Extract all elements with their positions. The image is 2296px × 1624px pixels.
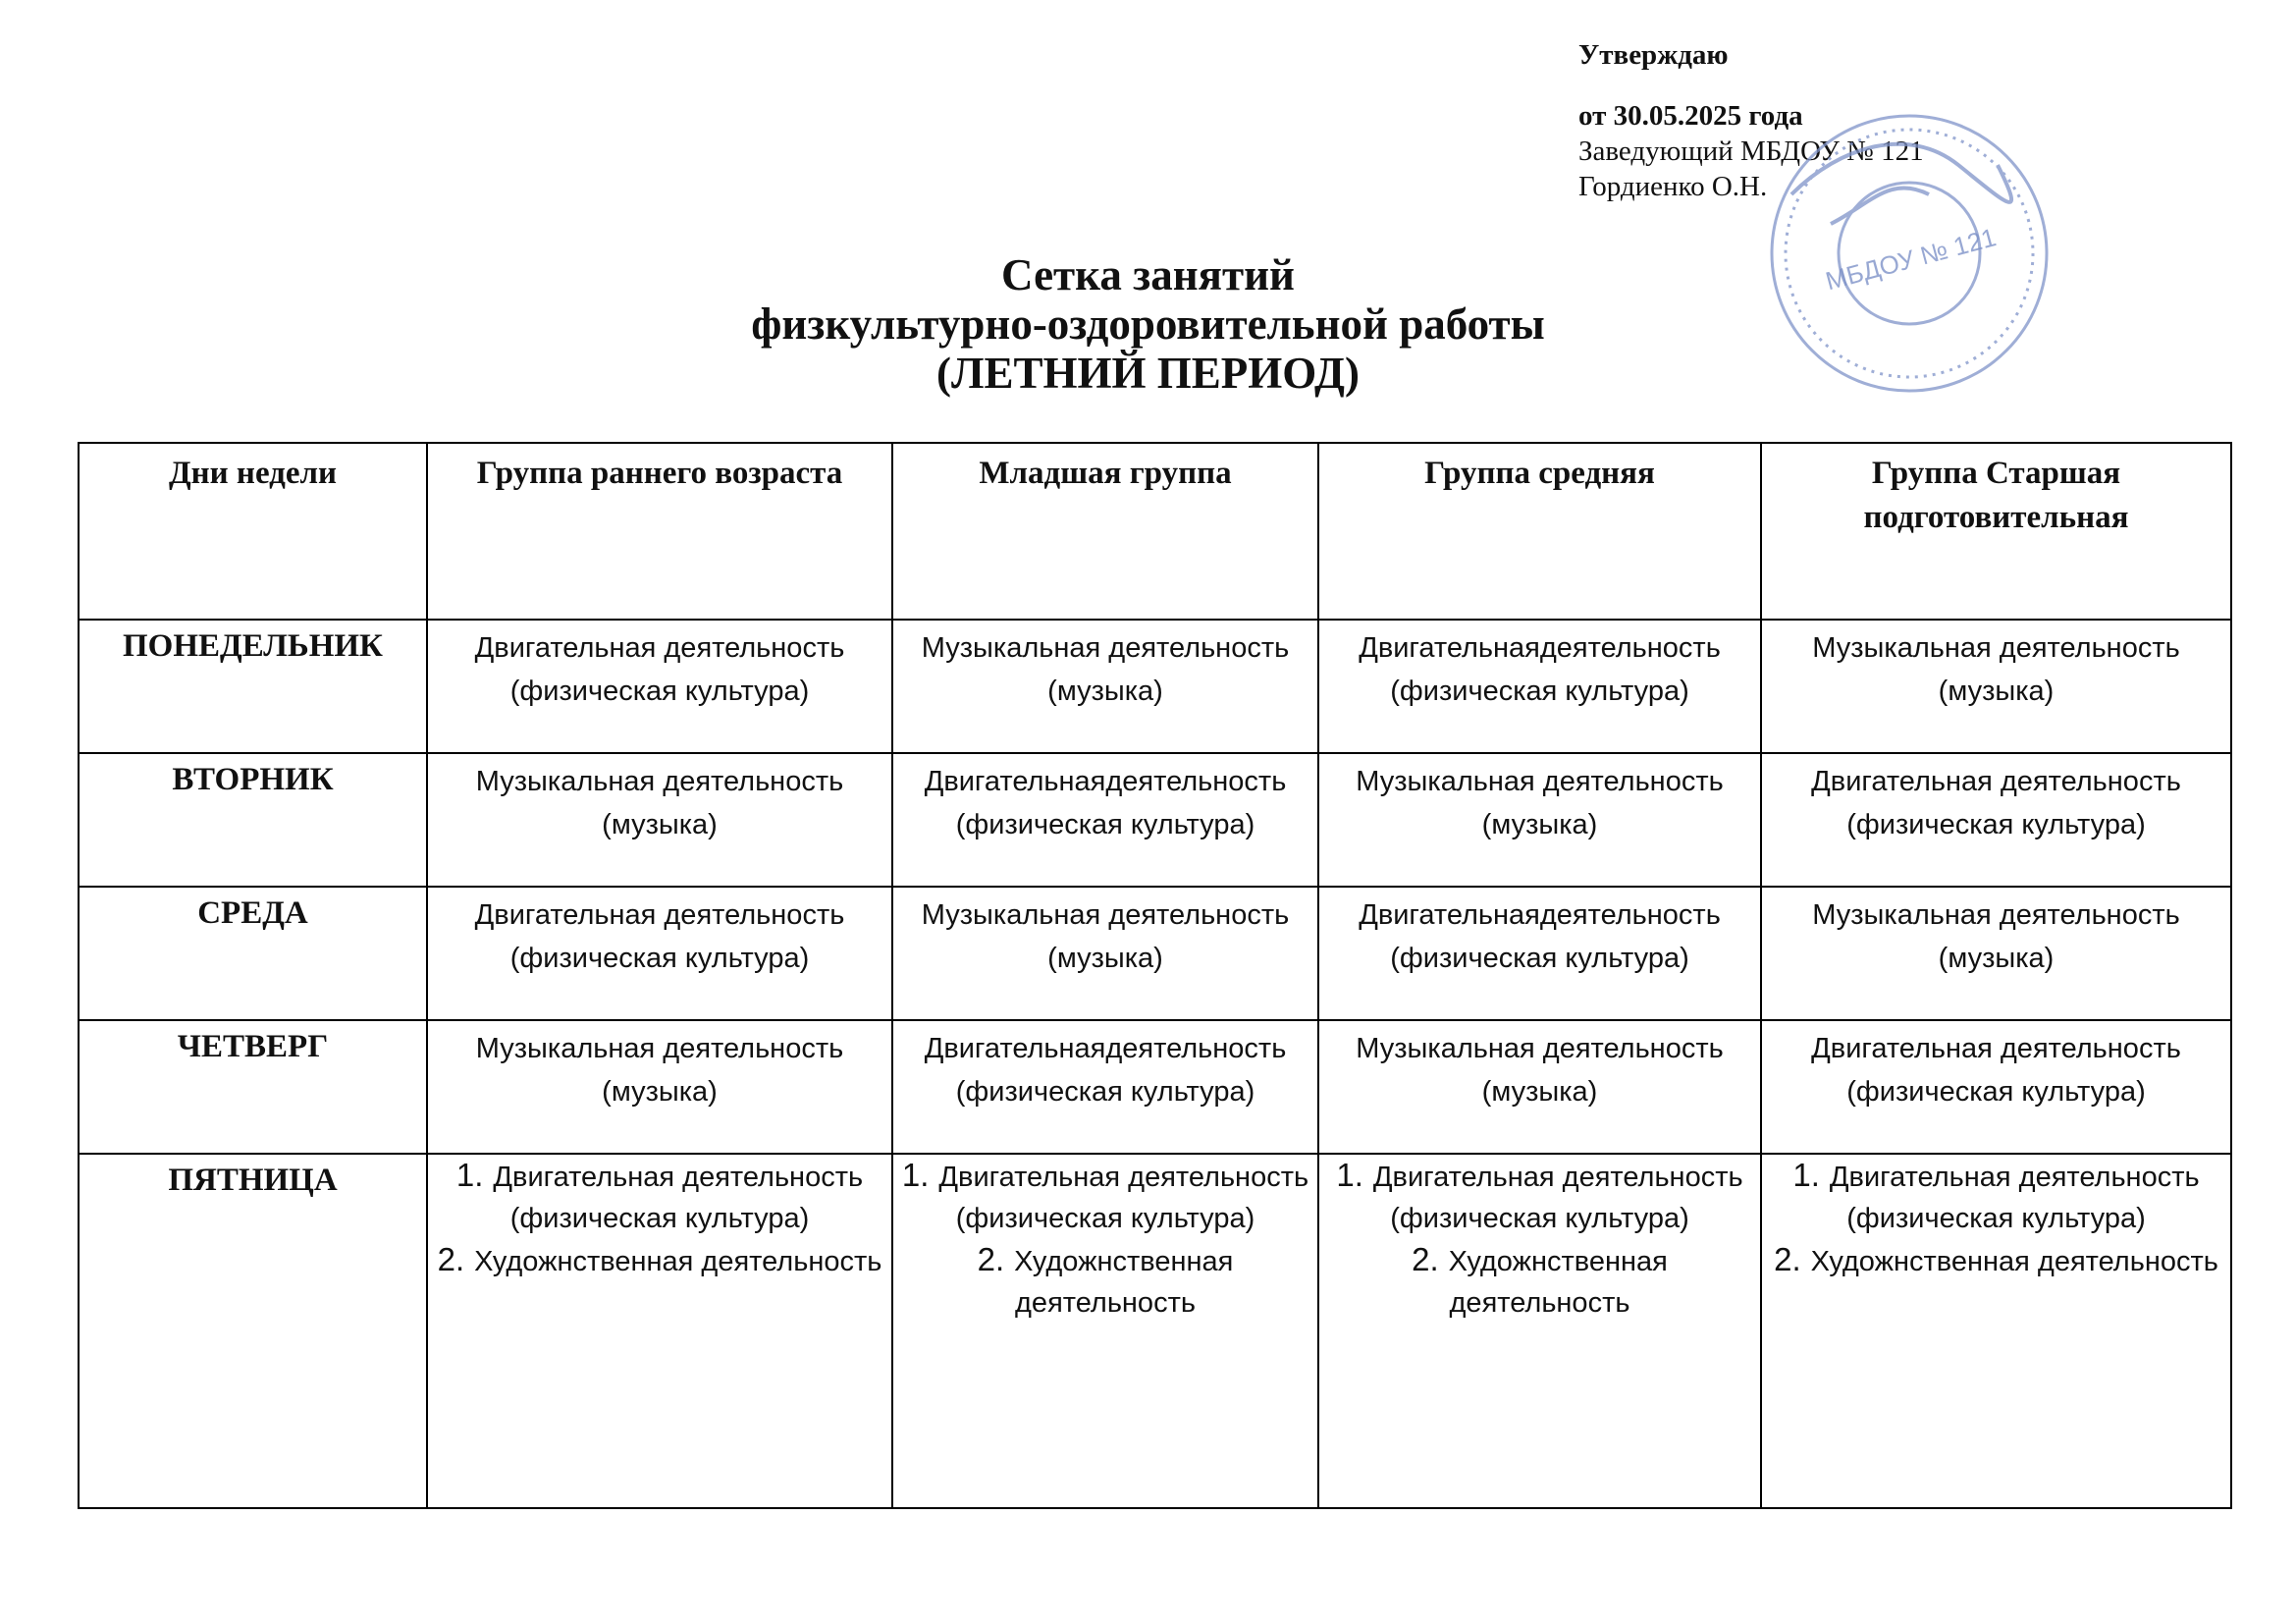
table-cell: Музыкальная деятельность (музыка) [427, 753, 892, 887]
table-row-friday [79, 1154, 2231, 1508]
table-row [79, 620, 2231, 753]
list-item: 2. Художнственная деятельность [437, 1241, 882, 1277]
title-line-1: Сетка занятий [1001, 250, 1295, 299]
day-label: ВТОРНИК [79, 753, 427, 887]
table-cell: Музыкальная деятельность (музыка) [1318, 1020, 1761, 1154]
day-label: СРЕДА [79, 887, 427, 1020]
table-cell: Двигательная деятельность (физическая культура) [427, 620, 892, 753]
approval-title: Утверждаю [1578, 39, 1729, 71]
table-row [79, 753, 2231, 887]
table-cell: Двигательнаядеятельность (физическая культура) [1318, 620, 1761, 753]
friday-cell [1318, 1154, 1761, 1508]
table-cell: Двигательнаядеятельность (физическая культура) [892, 1020, 1318, 1154]
table-cell: Музыкальная деятельность (музыка) [1318, 753, 1761, 887]
friday-cell [1761, 1154, 2231, 1508]
day-label: ПОНЕДЕЛЬНИК [79, 620, 427, 753]
header-senior: Группа Старшая подготовительная [1761, 443, 2231, 620]
table-cell: Двигательнаядеятельность (физическая культура) [1318, 887, 1761, 1020]
list-item: 2. Художнственная деятельность [1774, 1241, 2218, 1277]
table-cell: Музыкальная деятельность (музыка) [1761, 620, 2231, 753]
day-label: ЧЕТВЕРГ [79, 1020, 427, 1154]
table-cell: Двигательная деятельность (физическая культура) [1761, 1020, 2231, 1154]
approval-date: от 30.05.2025 года [1578, 100, 1803, 132]
table-cell: Двигательнаядеятельность (физическая культура) [892, 753, 1318, 887]
table-cell: Двигательная деятельность (физическая культура) [427, 887, 892, 1020]
approval-name: Гордиенко О.Н. [1578, 171, 1768, 202]
table-row [79, 887, 2231, 1020]
header-days: Дни недели [79, 443, 427, 620]
header-junior: Младшая группа [892, 443, 1318, 620]
table-row [79, 1020, 2231, 1154]
table-cell: Музыкальная деятельность (музыка) [892, 887, 1318, 1020]
table-cell: Музыкальная деятельность (музыка) [427, 1020, 892, 1154]
list-item: 1. Двигательная деятельность (физическая культура) [1336, 1157, 1743, 1234]
table-cell: Музыкальная деятельность (музыка) [892, 620, 1318, 753]
stamp-text: МБДОУ № 121 [1822, 222, 2000, 297]
document-title [0, 250, 2296, 398]
header-middle: Группа средняя [1318, 443, 1761, 620]
table-header-row [79, 443, 2231, 620]
table-cell: Двигательная деятельность (физическая культура) [1761, 753, 2231, 887]
list-item: 1. Двигательная деятельность (физическая культура) [455, 1157, 864, 1234]
title-line-3: (ЛЕТНИЙ ПЕРИОД) [935, 349, 1360, 398]
friday-cell [892, 1154, 1318, 1508]
approval-position: Заведующий МБДОУ № 121 [1578, 135, 1924, 167]
schedule-table [78, 442, 2232, 1509]
title-line-2: физкультурно-оздоровительной работы [751, 299, 1545, 349]
header-early-age: Группа раннего возраста [427, 443, 892, 620]
friday-cell [427, 1154, 892, 1508]
list-item: 1. Двигательная деятельность (физическая культура) [1792, 1157, 2200, 1234]
day-label: ПЯТНИЦА [79, 1154, 427, 1508]
list-item: 1. Двигательная деятельность (физическая культура) [901, 1157, 1309, 1234]
list-item: 2. Художнственная деятельность [977, 1241, 1234, 1319]
table-cell: Музыкальная деятельность (музыка) [1761, 887, 2231, 1020]
list-item: 2. Художнственная деятельность [1412, 1241, 1668, 1319]
